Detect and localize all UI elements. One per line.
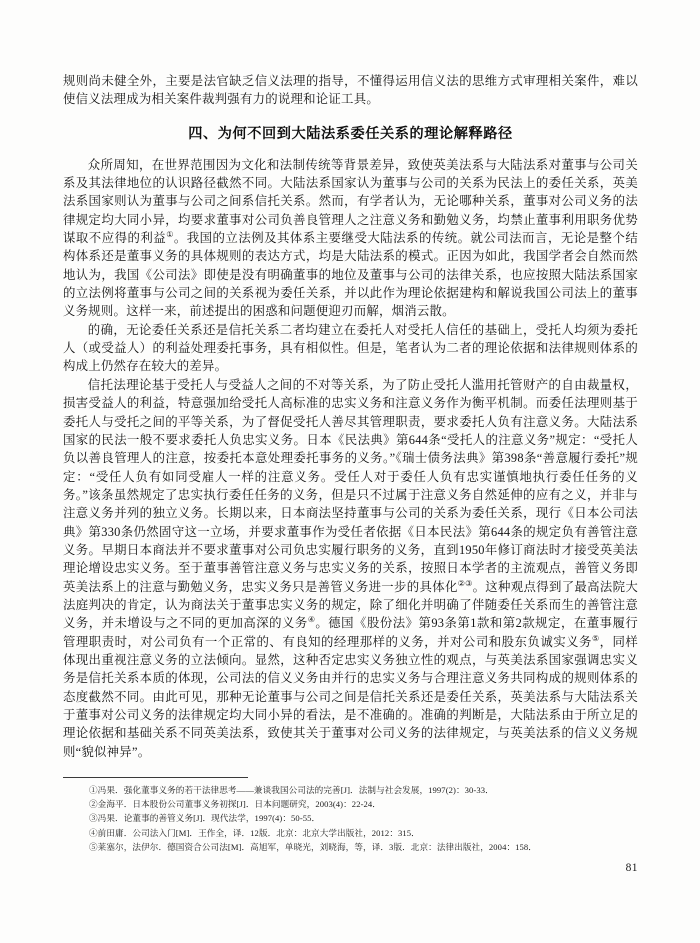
paragraph-4-text-a: 信托法理论基于受托人与受益人之间的不对等关系，为了防止受托人滥用托管财产的自由裁量权，损害受益人的利益，特意强加给受托人高标准的忠实义务和注意义务作为衡平机制。而委任法理则基于委托人与受托之间的平等关系，为了督促受托人善尽其管理职责，要求委托人负有注意义务。大陆法系国家的民法一般不要求委托人负忠实义务。日本《民法典》第644条“受托人的注意义务”规定：“受托人负以善良管理人的注意，按委托本意处理委托事务的义务。”《瑞士债务法典》第398条“善意履行委托”规定：“受任人负有如同受雇人一样的注意义务。受任人对于委任人负有忠实谨慎地执行委任任务的义务。”该条虽然规定了忠实执行委任任务的义务，但是只不过属于注意义务自然延伸的应有之义，并非与注意义务并列的独立义务。长期以来，日本商法坚持董事与公司的关系为委任关系，现行《日本公司法典》第330条仍然固守这一立场，并要求董事作为受任者依据《日本民法》第644条的规定负有善管注意义务。早期日本商法并不要求董事对公司负忠实履行职务的义务，直到1950年修订商法时才接受英美法理论增设忠实义务。至于董事善管注意义务与忠实义务的关系，按照日本学者的主流观点，善管义务即英美法系上的注意与勤勉义务，忠实义务只是善管义务进一步的具体化	[63, 377, 638, 594]
paragraph-2	[63, 156, 638, 321]
footnote-ref-4: ④	[307, 615, 316, 625]
section-heading: 四、为何不回到大陆法系委任关系的理论解释路径	[188, 125, 513, 142]
footnote-item: ③冯果．论董事的善管义务[J]．现代法学，1997(4)：50-55．	[89, 813, 321, 824]
footnote-item: ⑤莱塞尔，法伊尔．德国资合公司法[M]．高旭军，单晓光，刘晓海，等，译．3版．北京：法律出版社，2004：158．	[89, 841, 537, 852]
paragraph-4	[63, 376, 638, 761]
footnote-ref-2-3: ②③	[457, 578, 473, 588]
paragraph-4-text-d: ，同样体现出重视注意义务的立法倾向。显然，这种否定忠实义务独立性的观点，与英美法系国家强调忠实义务是信托关系本质的体现，公司法的信义义务由并行的忠实义务与合理注意义务共同构成的规则体系的态度截然不同。由此可见，那种无论董事与公司之间是信托关系还是委任关系，英美法系与大陆法系关于董事对公司义务的法律规定均大同小异的看法，是不准确的。准确的判断是，大陆法系由于所立足的理论依据和基础关系不同英美法系，致使其关于董事对公司义务的法律规定，与英美法系的信义义务规则“貌似神异”。	[63, 634, 639, 759]
paragraph-3: 的确，无论委任关系还是信托关系二者均建立在委托人对受托人信任的基础上，受托人均须为委托人（或受益人）的利益处理委托事务，具有相似性。但是，笔者认为二者的理论依据和法律规则体系的构成上仍然存在较大的差异。	[63, 322, 638, 374]
footnote-separator-rule	[63, 777, 248, 778]
footnote-item: ②金海平．日本股份公司董事义务初探[J]．日本问题研究，2003(4)：22-24．	[89, 799, 381, 810]
page-number: 81	[625, 862, 638, 874]
footnote-section	[63, 777, 638, 854]
footnote-ref-5: ⑤	[591, 633, 600, 643]
paragraph-2-text-b: 。我国的立法例及其体系主要继受大陆法系的传统。就公司法而言，无论是整个结构体系还是董事义务的具体规则的表达方式，均是大陆法系的模式。正因为如此，我国学者会自然而然地认为，我国《公司法》即使是没有明确董事的地位及董事与公司的法律关系，也应按照大陆法系国家的立法例将董事与公司之间的关系视为委任关系，并以此作为理论依据建构和解说我国公司法上的董事义务规则。这样一来，前述提出的困惑和问题便迎刃而解，烟消云散。	[63, 231, 639, 319]
footnote-ref-1: ①	[166, 229, 174, 239]
footnote-item: ①冯果．强化董事义务的若干法律思考——兼谈我国公司法的完善[J]．法制与社会发展，1997(2)：30-33．	[89, 785, 494, 795]
paragraph-4-text-c: 。德国《股份法》第93条第1款和第2款规定，在董事履行管理职责时，对公司负有一个正常的、有良知的经理那样的义务，并对公司和股东负诚实义务	[63, 616, 639, 649]
footnote-item: ④前田庸．公司法入门[M]．王作全，译．12版．北京：北京大学出版社，2012：315．	[89, 827, 420, 838]
footnote-list	[63, 783, 638, 854]
page-content	[63, 72, 638, 761]
paragraph-2-text-a: 众所周知，在世界范围因为文化和法制传统等背景差异，致使英美法系与大陆法系对董事与公司关系及其法律地位的认识路径截然不同。大陆法系国家认为董事与公司的关系为民法上的委任关系，英美法系国家则认为董事与公司之间系信托关系。然而，有学者认为，无论哪种关系，董事对公司义务的法律规定均大同小异，均要求董事对公司负善良管理人之注意义务和勤勉义务，均禁止董事利用职务优势谋取不应得的利益	[63, 157, 638, 246]
paragraph-continuation: 规则尚未健全外，主要是法官缺乏信义法理的指导，不懂得运用信义法的思维方式审理相关案件，难以使信义法理成为相关案件裁判强有力的说理和论证工具。	[63, 74, 638, 107]
paragraph-4-text-b: 。这种观点得到了最高法院大法庭判决的肯定，认为商法关于董事忠实义务的规定，除了细化并明确了伴随委任关系而生的善管注意义务，并未增设与之不同的更加高深的义务	[63, 579, 639, 631]
